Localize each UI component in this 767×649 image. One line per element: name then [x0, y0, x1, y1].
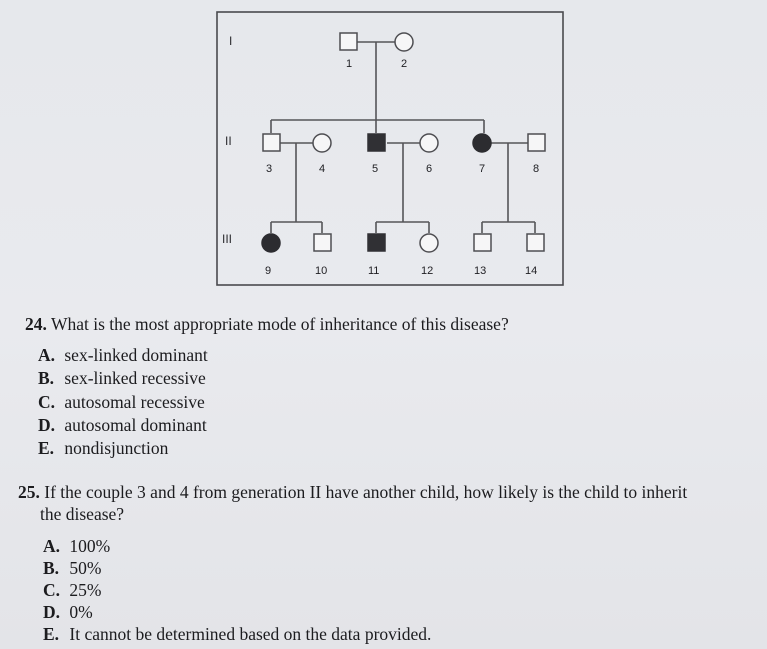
individual-7-female-affected — [473, 134, 491, 152]
question-25-continued — [40, 503, 124, 526]
question-text: What is the most appropriate mode of inheritance of this disease? — [50, 314, 509, 334]
option-text: 100% — [69, 536, 111, 556]
individual-5-male-affected — [368, 134, 385, 151]
individual-label: 8 — [533, 163, 540, 175]
generation-label-1: I — [229, 34, 233, 48]
individual-label: 6 — [426, 163, 433, 175]
question-number: 24. — [25, 314, 47, 334]
generation-label-3: III — [222, 232, 233, 246]
option-letter: A. — [43, 536, 61, 556]
option-25d[interactable] — [43, 601, 93, 623]
pedigree-chart — [0, 0, 767, 300]
individual-label: 2 — [401, 58, 408, 70]
individual-label: 7 — [479, 163, 486, 175]
option-24c[interactable] — [38, 391, 205, 413]
individual-2-female — [395, 33, 413, 51]
option-letter: B. — [43, 558, 60, 578]
option-text: It cannot be determined based on the data provided. — [69, 624, 432, 644]
individual-label: 1 — [346, 58, 353, 70]
option-25a[interactable] — [43, 535, 110, 557]
option-25e[interactable] — [43, 623, 431, 645]
question-25 — [18, 481, 763, 504]
option-text: autosomal recessive — [64, 392, 205, 412]
option-25c[interactable] — [43, 579, 101, 601]
individual-8-male — [528, 134, 545, 151]
option-letter: B. — [38, 368, 55, 388]
option-letter: C. — [38, 392, 56, 412]
individual-4-female — [313, 134, 331, 152]
option-letter: A. — [38, 345, 56, 365]
option-24b[interactable] — [38, 367, 206, 389]
option-text: nondisjunction — [64, 438, 169, 458]
individual-10-male — [314, 234, 331, 251]
question-24 — [25, 313, 509, 336]
option-letter: D. — [38, 415, 56, 435]
individual-11-male-affected — [368, 234, 385, 251]
option-text: 25% — [69, 580, 102, 600]
individual-1-male — [340, 33, 357, 50]
individual-6-female — [420, 134, 438, 152]
option-letter: E. — [43, 624, 60, 644]
option-24e[interactable] — [38, 437, 168, 459]
option-24a[interactable] — [38, 344, 208, 366]
individual-14-male — [527, 234, 544, 251]
individual-label: 14 — [525, 265, 538, 277]
option-text: 0% — [69, 602, 93, 622]
option-25b[interactable] — [43, 557, 101, 579]
option-letter: D. — [43, 602, 61, 622]
generation-label-2: II — [225, 134, 232, 148]
option-text: sex-linked dominant — [64, 345, 208, 365]
option-text: autosomal dominant — [64, 415, 207, 435]
individual-label: 3 — [266, 163, 273, 175]
question-text-line2: the disease? — [40, 504, 125, 524]
individual-9-female-affected — [262, 234, 280, 252]
individual-label: 10 — [315, 265, 328, 277]
question-text-line1: If the couple 3 and 4 from generation II have another child, how likely is the child to inherit — [44, 482, 688, 502]
individual-label: 12 — [421, 265, 434, 277]
option-letter: C. — [43, 580, 61, 600]
individual-3-male — [263, 134, 280, 151]
individual-label: 4 — [319, 163, 326, 175]
question-number: 25. — [18, 482, 40, 502]
individual-label: 9 — [265, 265, 272, 277]
individual-13-male — [474, 234, 491, 251]
individual-label: 5 — [372, 163, 379, 175]
individual-12-female — [420, 234, 438, 252]
option-letter: E. — [38, 438, 55, 458]
option-text: 50% — [69, 558, 102, 578]
option-24d[interactable] — [38, 414, 207, 436]
option-text: sex-linked recessive — [64, 368, 206, 388]
individual-label: 13 — [474, 265, 487, 277]
individual-label: 11 — [368, 265, 380, 277]
